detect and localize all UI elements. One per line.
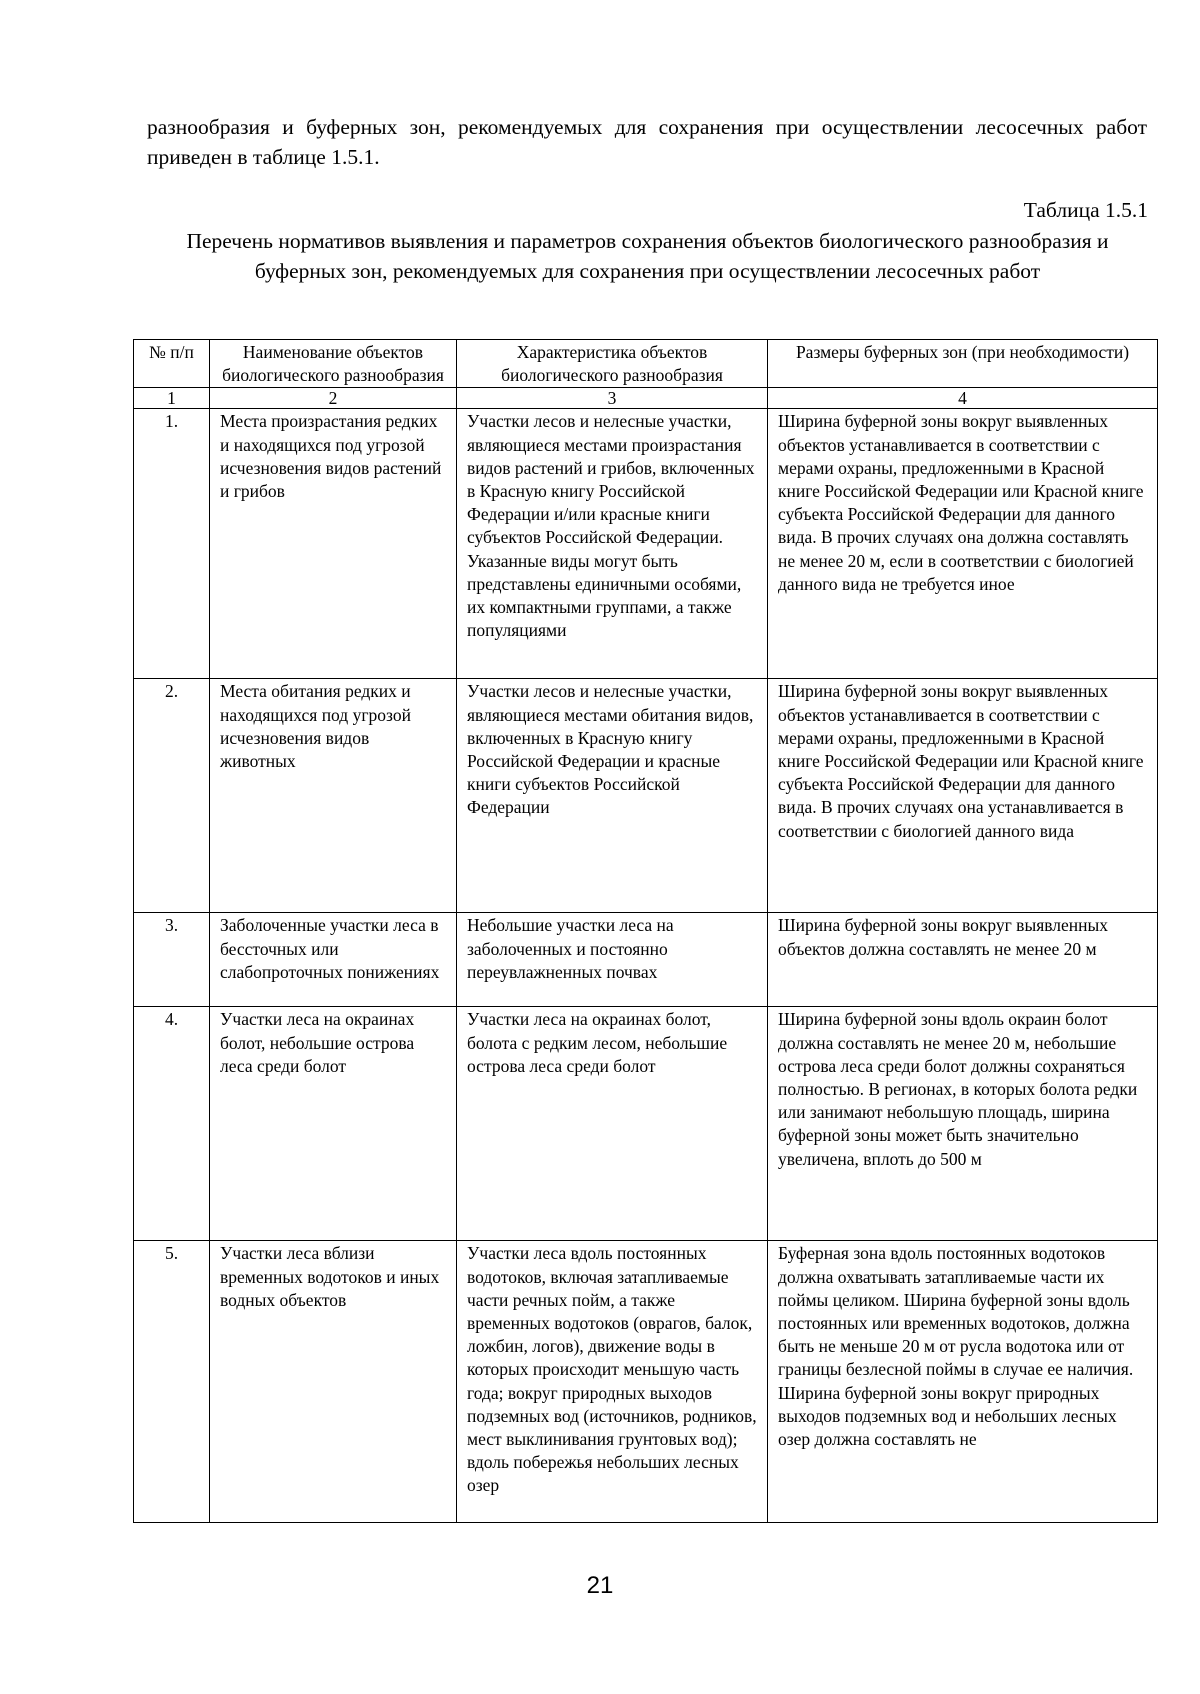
intro-paragraph: разнообразия и буферных зон, рекомендуемых для сохранения при осуществлении лесосечных работ приведен в таблице 1.5.1. <box>147 115 1147 169</box>
table-row <box>134 1007 1158 1241</box>
row-characteristics: Участки леса на окраинах болот, болота с редким лесом, небольшие острова леса среди болот <box>457 1007 768 1241</box>
table-header-row <box>134 340 1158 388</box>
column-number: 1 <box>134 388 210 409</box>
row-object-name: Места произрастания редких и находящихся под угрозой исчезновения видов растений и грибов <box>210 409 457 679</box>
row-characteristics: Участки лесов и нелесные участки, являющиеся местами произрастания видов растений и грибов, включенных в Красную книгу Российской Федерации и/или красные книги субъектов Российской Федерации. Указанные виды могут быть представлены единичными особями, их компактными группами, а также популяциями <box>457 409 768 679</box>
row-buffer-size: Ширина буферной зоны вокруг выявленных объектов устанавливается в соответствии с мерами охраны, предложенными в Красной книге Российской Федерации или Красной книге субъекта Российской Федерации для данного вида. В прочих случаях она должна составлять не менее 20 м, если в соответствии с биологией данного вида не требуется иное <box>768 409 1158 679</box>
column-number: 3 <box>457 388 768 409</box>
table-number: Таблица 1.5.1 <box>1023 198 1148 222</box>
table-row <box>134 913 1158 1007</box>
table-row <box>134 1241 1158 1523</box>
row-characteristics: Участки лесов и нелесные участки, являющиеся местами обитания видов, включенных в Красную книгу Российской Федерации и красные книги субъектов Российской Федерации <box>457 679 768 913</box>
table-row <box>134 409 1158 679</box>
row-object-name: Участки леса на окраинах болот, небольшие острова леса среди болот <box>210 1007 457 1241</box>
column-number: 4 <box>768 388 1158 409</box>
row-number: 5. <box>134 1241 210 1523</box>
page-number: 21 <box>586 1572 614 1599</box>
table-title: Перечень нормативов выявления и параметров сохранения объектов биологического разнообразия и буферных зон, рекомендуемых для сохранения при осуществлении лесосечных работ <box>186 229 1109 283</box>
row-number: 1. <box>134 409 210 679</box>
row-object-name: Места обитания редких и находящихся под угрозой исчезновения видов животных <box>210 679 457 913</box>
row-number: 4. <box>134 1007 210 1241</box>
row-number: 3. <box>134 913 210 1007</box>
row-characteristics: Участки леса вдоль постоянных водотоков, включая затапливаемые части речных пойм, а также временных водотоков (оврагов, балок, ложбин, логов), движение воды в которых происходит меньшую часть года; вокруг природных выходов подземных вод (источников, родников, мест выклинивания грунтовых вод); вдоль побережья небольших лесных озер <box>457 1241 768 1523</box>
row-characteristics: Небольшие участки леса на заболоченных и постоянно переувлажненных почвах <box>457 913 768 1007</box>
row-number: 2. <box>134 679 210 913</box>
column-number-row <box>134 388 1158 409</box>
header-number: № п/п <box>134 340 210 388</box>
row-buffer-size: Ширина буферной зоны вокруг выявленных объектов должна составлять не менее 20 м <box>768 913 1158 1007</box>
row-object-name: Участки леса вблизи временных водотоков и иных водных объектов <box>210 1241 457 1523</box>
row-buffer-size: Ширина буферной зоны вокруг выявленных объектов устанавливается в соответствии с мерами охраны, предложенными в Красной книге Российской Федерации или Красной книге субъекта Российской Федерации для данного вида. В прочих случаях она устанавливается в соответствии с биологией данного вида <box>768 679 1158 913</box>
header-characteristics: Характеристика объектов биологического разнообразия <box>457 340 768 388</box>
table-row <box>134 679 1158 913</box>
row-buffer-size: Ширина буферной зоны вдоль окраин болот должна составлять не менее 20 м, небольшие острова леса среди болот должны сохраняться полностью. В регионах, в которых болота редки или занимают небольшую площадь, ширина буферной зоны может быть значительно увеличена, вплоть до 500 м <box>768 1007 1158 1241</box>
row-object-name: Заболоченные участки леса в бессточных или слабопроточных понижениях <box>210 913 457 1007</box>
column-number: 2 <box>210 388 457 409</box>
biodiversity-table <box>133 339 1158 1523</box>
header-buffer-size: Размеры буферных зон (при необходимости) <box>768 340 1158 388</box>
header-object-name: Наименование объектов биологического разнообразия <box>210 340 457 388</box>
row-buffer-size: Буферная зона вдоль постоянных водотоков должна охватывать затапливаемые части их поймы целиком. Ширина буферной зоны вдоль постоянных или временных водотоков, должна быть не меньше 20 м от русла водотока или от границы безлесной поймы в случае ее наличия. Ширина буферной зоны вокруг природных выходов подземных вод и небольших лесных озер должна составлять не <box>768 1241 1158 1523</box>
